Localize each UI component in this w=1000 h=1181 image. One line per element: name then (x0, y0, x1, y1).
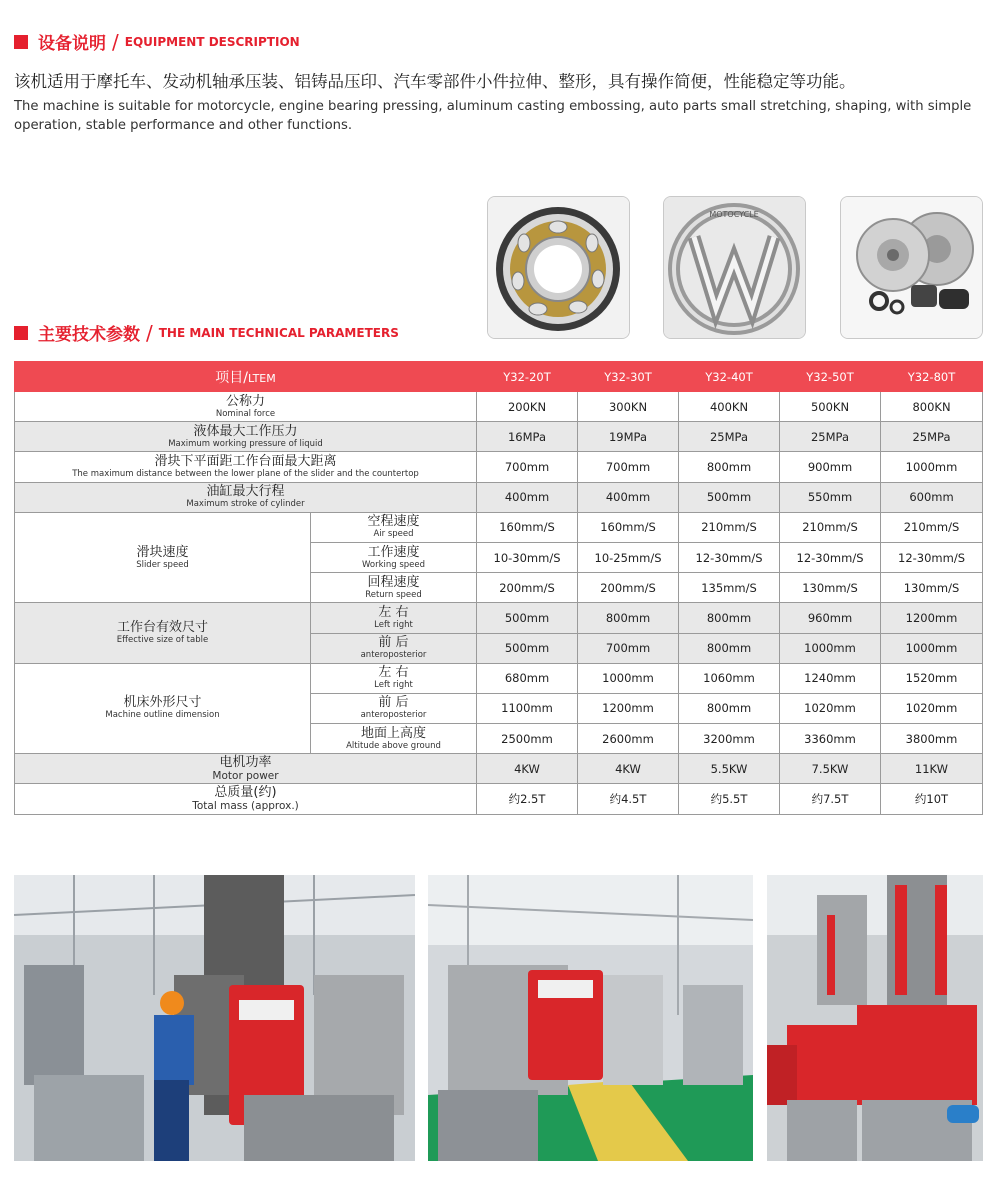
table-cell: 800mm (679, 693, 780, 723)
table-cell: 约2.5T (477, 784, 578, 814)
table-cell: 约5.5T (679, 784, 780, 814)
table-cell: 680mm (477, 663, 578, 693)
table-cell: 700mm (578, 633, 679, 663)
params-heading (14, 320, 399, 345)
table-cell: 16MPa (477, 422, 578, 452)
table-row (15, 663, 983, 693)
group-label: 滑块速度 Slider speed (15, 512, 311, 603)
table-row (15, 452, 983, 482)
emblem-ring-text: MOTOCYCLE (709, 210, 759, 219)
table-cell: 800mm (679, 603, 780, 633)
sub-label: 左 右 Left right (311, 663, 477, 693)
table-cell: 800mm (578, 603, 679, 633)
sub-label: 前 后 anteroposterior (311, 633, 477, 663)
table-cell: 10-25mm/S (578, 542, 679, 572)
table-cell: 160mm/S (578, 512, 679, 542)
table-cell: 400mm (578, 482, 679, 512)
table-cell: 130mm/S (881, 573, 983, 603)
table-cell: 200mm/S (578, 573, 679, 603)
model-header: Y32-30T (578, 362, 679, 392)
table-cell: 500mm (477, 633, 578, 663)
table-cell: 11KW (881, 754, 983, 784)
bearing-photo (487, 196, 630, 339)
equipment-desc-cn: 该机适用于摩托车、发动机轴承压装、铝铸品压印、汽车零部件小件拉伸、整形，具有操作简便，性能稳定等功能。 (14, 72, 856, 91)
table-cell: 210mm/S (780, 512, 881, 542)
model-header: Y32-50T (780, 362, 881, 392)
table-cell: 3360mm (780, 724, 881, 754)
table-row (15, 512, 983, 542)
table-cell: 4KW (578, 754, 679, 784)
table-cell: 约4.5T (578, 784, 679, 814)
table-cell: 1000mm (881, 452, 983, 482)
params-heading-en: THE MAIN TECHNICAL PARAMETERS (158, 325, 399, 340)
table-cell: 10-30mm/S (477, 542, 578, 572)
table-cell: 12-30mm/S (679, 542, 780, 572)
table-cell: 800mm (679, 633, 780, 663)
equipment-heading (14, 29, 300, 54)
table-cell: 960mm (780, 603, 881, 633)
row-label: 液体最大工作压力 Maximum working pressure of liquid (15, 422, 477, 452)
table-cell: 25MPa (780, 422, 881, 452)
table-cell: 12-30mm/S (780, 542, 881, 572)
factory-photo-floor (428, 875, 753, 1161)
table-cell: 4KW (477, 754, 578, 784)
table-cell: 200KN (477, 392, 578, 422)
table-cell: 3200mm (679, 724, 780, 754)
table-cell: 2500mm (477, 724, 578, 754)
table-cell: 550mm (780, 482, 881, 512)
table-cell: 200mm/S (477, 573, 578, 603)
table-cell: 1520mm (881, 663, 983, 693)
table-cell: 800mm (679, 452, 780, 482)
table-row (15, 422, 983, 452)
row-label: 总质量(约) Total mass (approx.) (15, 784, 477, 814)
table-cell: 25MPa (679, 422, 780, 452)
table-cell: 3800mm (881, 724, 983, 754)
table-cell: 1000mm (780, 633, 881, 663)
table-cell: 700mm (578, 452, 679, 482)
table-cell: 210mm/S (679, 512, 780, 542)
table-cell: 900mm (780, 452, 881, 482)
item-header: 项目/LTEM (15, 362, 477, 392)
sub-label: 空程速度 Air speed (311, 512, 477, 542)
table-cell: 500mm (477, 603, 578, 633)
equipment-heading-cn: 设备说明 (38, 34, 106, 54)
row-label: 油缸最大行程 Maximum stroke of cylinder (15, 482, 477, 512)
table-cell: 300KN (578, 392, 679, 422)
table-cell: 130mm/S (780, 573, 881, 603)
equipment-heading-en: EQUIPMENT DESCRIPTION (124, 34, 300, 49)
table-cell: 1060mm (679, 663, 780, 693)
table-cell: 5.5KW (679, 754, 780, 784)
table-cell: 1100mm (477, 693, 578, 723)
table-cell: 1020mm (881, 693, 983, 723)
table-cell: 1200mm (881, 603, 983, 633)
table-row (15, 784, 983, 814)
table-row (15, 754, 983, 784)
table-cell: 1000mm (881, 633, 983, 663)
group-label: 机床外形尺寸 Machine outline dimension (15, 663, 311, 754)
table-row (15, 482, 983, 512)
table-cell: 500KN (780, 392, 881, 422)
table-cell: 1240mm (780, 663, 881, 693)
table-cell: 7.5KW (780, 754, 881, 784)
row-label: 滑块下平面距工作台面最大距离 The maximum distance between the lower plane of the slider and the countertop (15, 452, 477, 482)
table-cell: 2600mm (578, 724, 679, 754)
sub-label: 前 后 anteroposterior (311, 693, 477, 723)
model-header: Y32-80T (881, 362, 983, 392)
table-cell: 160mm/S (477, 512, 578, 542)
table-cell: 500mm (679, 482, 780, 512)
brake-parts-photo (840, 196, 983, 339)
parameters-table (14, 361, 983, 815)
heading-slash: / (146, 320, 153, 345)
sub-label: 工作速度 Working speed (311, 542, 477, 572)
logo-emblem-photo (663, 196, 806, 339)
group-label: 工作台有效尺寸 Effective size of table (15, 603, 311, 663)
table-cell: 800KN (881, 392, 983, 422)
table-cell: 700mm (477, 452, 578, 482)
table-cell: 400mm (477, 482, 578, 512)
table-row (15, 603, 983, 633)
red-square-icon (14, 326, 28, 340)
factory-photo-presses (767, 875, 983, 1161)
table-cell: 约7.5T (780, 784, 881, 814)
row-label: 电机功率 Motor power (15, 754, 477, 784)
table-cell: 约10T (881, 784, 983, 814)
red-square-icon (14, 35, 28, 49)
table-cell: 600mm (881, 482, 983, 512)
table-cell: 19MPa (578, 422, 679, 452)
table-cell: 1200mm (578, 693, 679, 723)
table-row (15, 392, 983, 422)
table-header-row (15, 362, 983, 392)
table-cell: 1000mm (578, 663, 679, 693)
row-label: 公称力 Nominal force (15, 392, 477, 422)
factory-photo-operator (14, 875, 415, 1161)
table-cell: 12-30mm/S (881, 542, 983, 572)
table-cell: 25MPa (881, 422, 983, 452)
params-heading-cn: 主要技术参数 (38, 325, 140, 345)
heading-slash: / (112, 29, 119, 54)
table-cell: 1020mm (780, 693, 881, 723)
equipment-desc-en: The machine is suitable for motorcycle, engine bearing pressing, aluminum casting embossing, auto parts small stretching, shaping, with simple operation, stable performance and other functions. (14, 99, 972, 133)
model-header: Y32-40T (679, 362, 780, 392)
table-cell: 400KN (679, 392, 780, 422)
sub-label: 左 右 Left right (311, 603, 477, 633)
sub-label: 回程速度 Return speed (311, 573, 477, 603)
model-header: Y32-20T (477, 362, 578, 392)
table-cell: 135mm/S (679, 573, 780, 603)
table-cell: 210mm/S (881, 512, 983, 542)
sub-label: 地面上高度 Altitude above ground (311, 724, 477, 754)
